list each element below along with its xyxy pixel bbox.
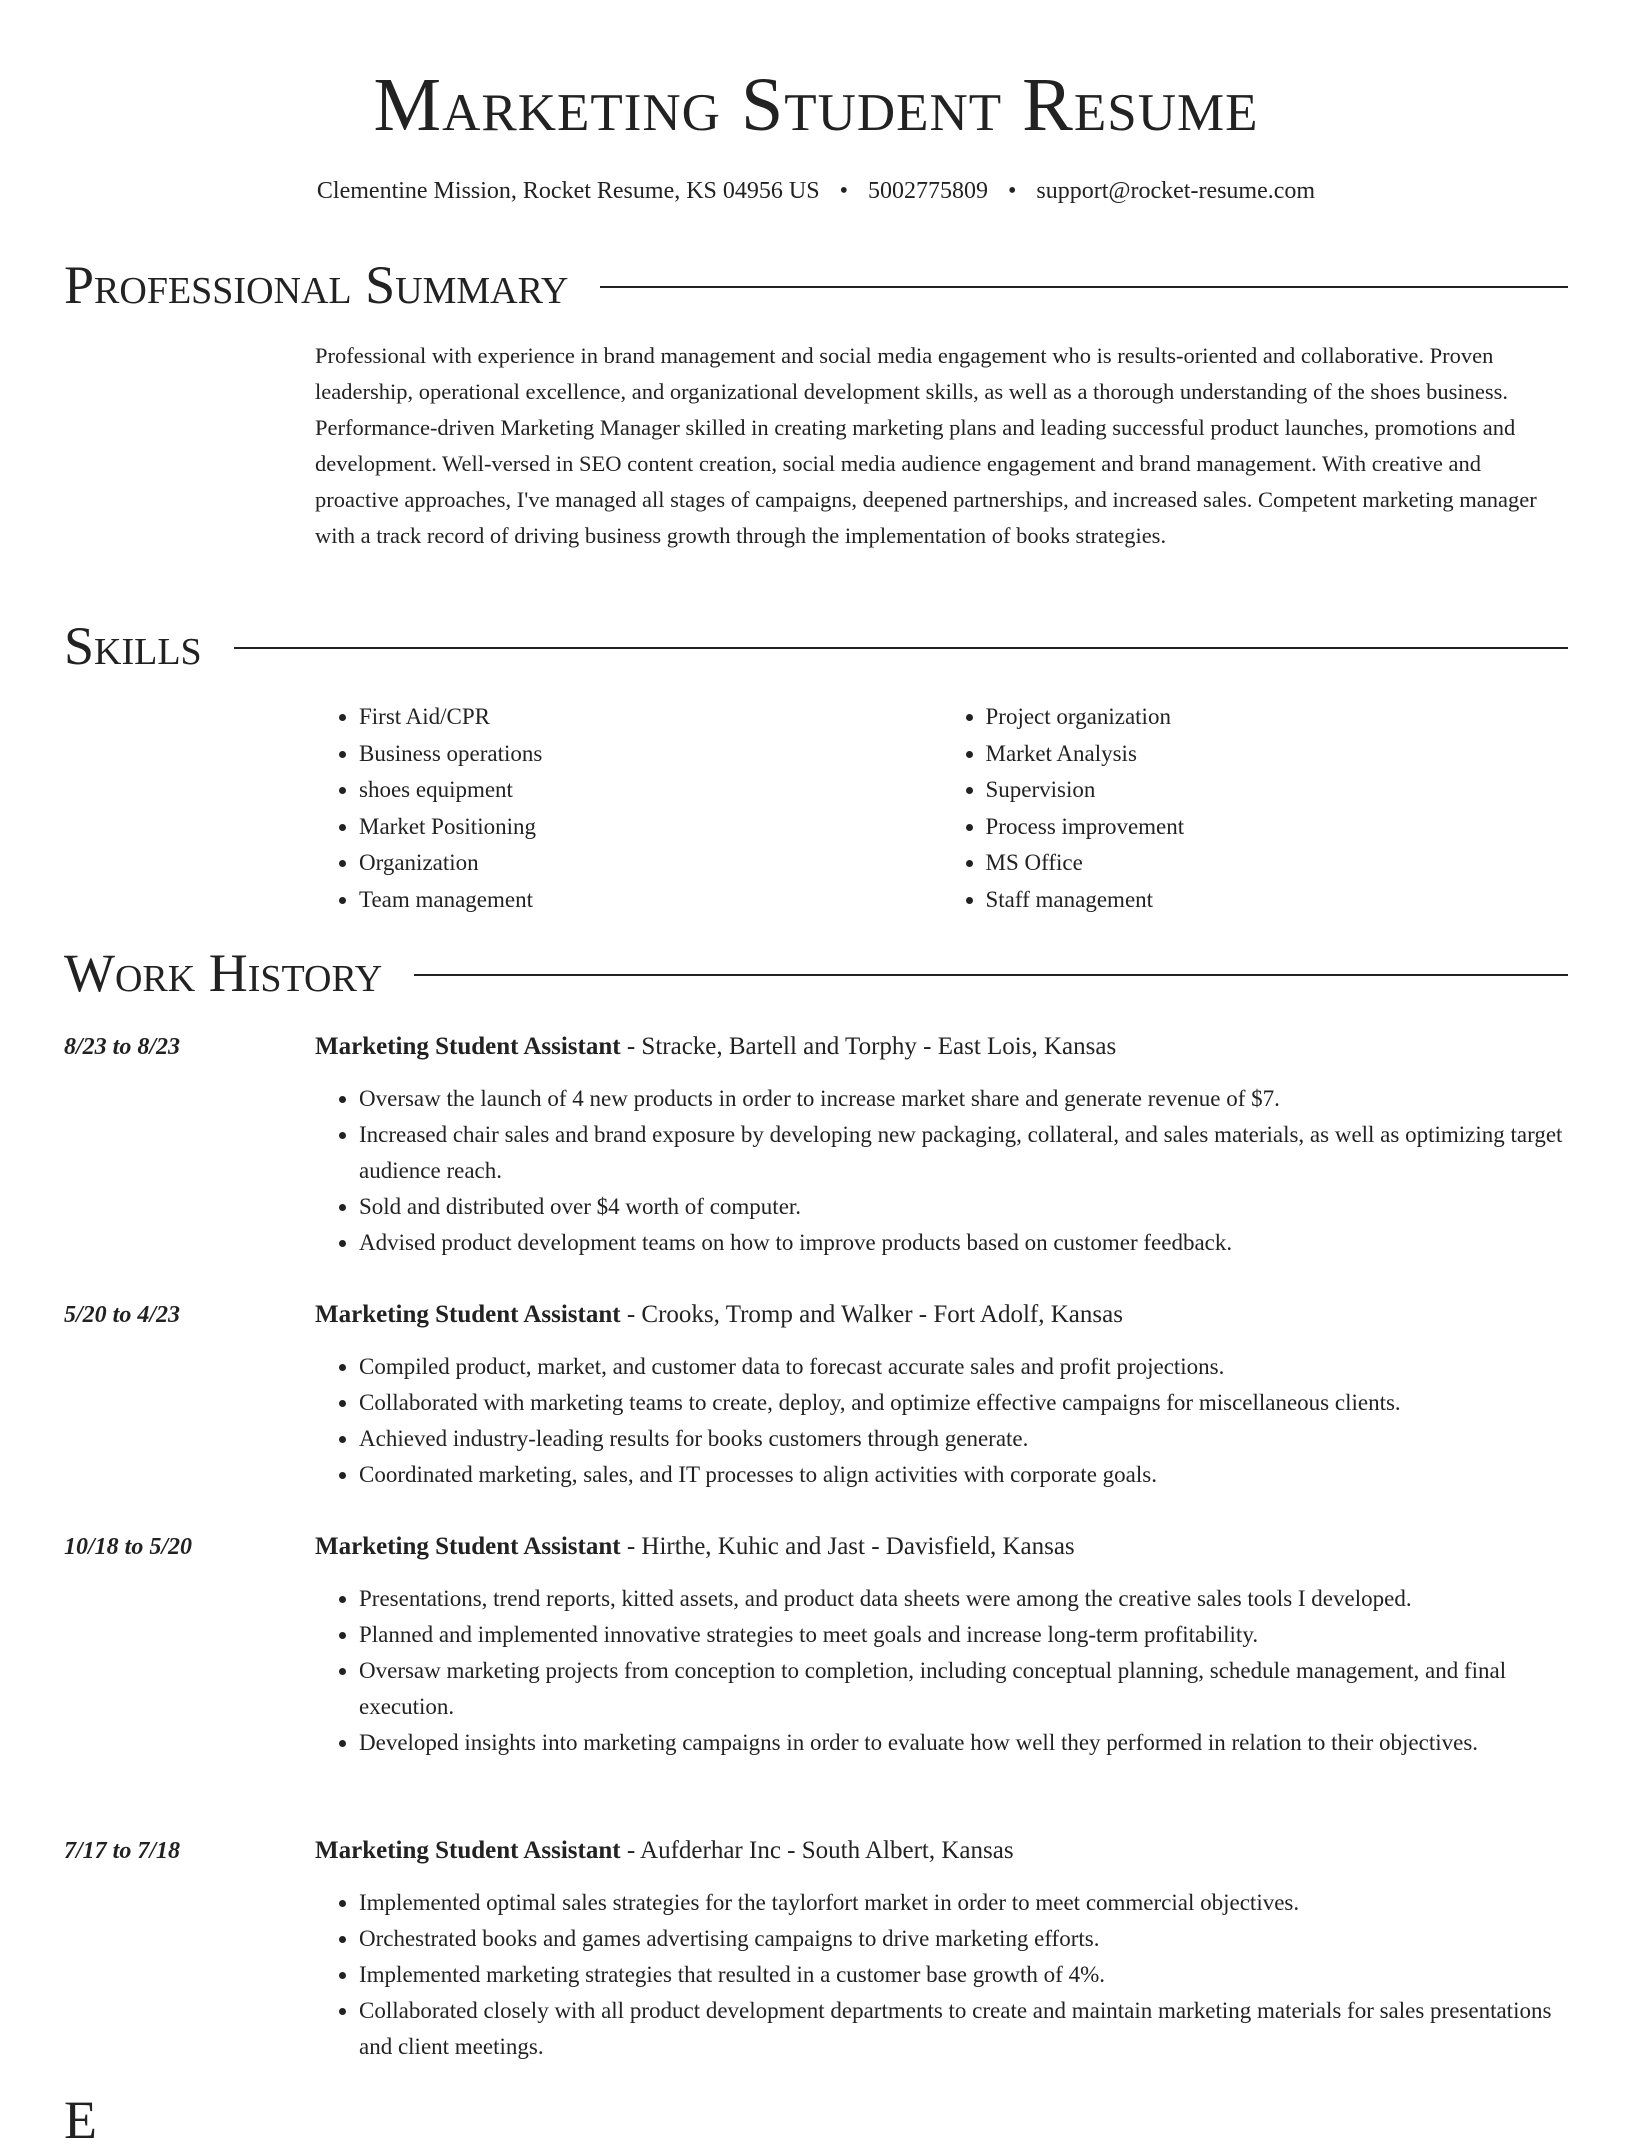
job-heading: [315, 1531, 1075, 1563]
skill-item: • shoes equipment: [359, 772, 942, 809]
skill-item: • Project organization: [986, 699, 1569, 736]
summary-section-title: Professional Summary: [64, 255, 569, 315]
job-title: Marketing Student Assistant: [315, 1033, 621, 1060]
job-dates: 7/17 to 7/18: [64, 1838, 181, 1864]
job-employer: - Aufderhar Inc - South Albert, Kansas: [620, 1837, 1014, 1864]
job-employer: - Hirthe, Kuhic and Jast - Davisfield, Kansas: [620, 1533, 1075, 1560]
job-employer: - Stracke, Bartell and Torphy - East Lois, Kansas: [620, 1033, 1117, 1060]
skills-list: [315, 699, 1568, 918]
job-bullet: • Developed insights into marketing campaigns in order to evaluate how well they performed in relation to their objectives.: [359, 1725, 1568, 1761]
contact-separator: •: [839, 178, 848, 204]
next-section-title-partial: E: [64, 2090, 97, 2150]
section-divider: [600, 286, 1568, 288]
skill-item: • Market Positioning: [359, 809, 942, 846]
job-bullet: • Oversaw marketing projects from conception to completion, including conceptual planning, schedule management, and final execution.: [359, 1653, 1568, 1725]
contact-address: Clementine Mission, Rocket Resume, KS 04956 US: [316, 178, 820, 204]
job-bullets: [315, 1349, 1568, 1493]
skill-item: • Process improvement: [986, 809, 1569, 846]
section-divider: [234, 647, 1568, 649]
job-bullet: • Sold and distributed over $4 worth of computer.: [359, 1189, 1568, 1225]
job-title: Marketing Student Assistant: [315, 1533, 621, 1560]
job-bullet: • Implemented optimal sales strategies for the taylorfort market in order to meet commercial objectives.: [359, 1885, 1568, 1921]
skill-item: • Team management: [359, 882, 942, 919]
contact-email: support@rocket-resume.com: [1036, 178, 1316, 204]
skill-item: • Business operations: [359, 736, 942, 773]
skill-item: • Market Analysis: [986, 736, 1569, 773]
job-bullet: • Achieved industry-leading results for books customers through generate.: [359, 1421, 1568, 1457]
job-bullet: • Collaborated closely with all product development departments to create and maintain marketing materials for sales presentations and client meetings.: [359, 1993, 1568, 2065]
job-bullet: • Oversaw the launch of 4 new products in order to increase market share and generate revenue of $7.: [359, 1081, 1568, 1117]
job-bullet: • Collaborated with marketing teams to create, deploy, and optimize effective campaigns for miscellaneous clients.: [359, 1385, 1568, 1421]
summary-section-header: [64, 253, 1568, 317]
contact-line: [0, 176, 1632, 206]
resume-name: Marketing Student Resume: [373, 63, 1259, 147]
job-bullet: • Coordinated marketing, sales, and IT processes to align activities with corporate goals.: [359, 1457, 1568, 1493]
job-heading: [315, 1835, 1014, 1867]
skill-item: • Organization: [359, 845, 942, 882]
skill-item: • First Aid/CPR: [359, 699, 942, 736]
job-bullet: • Advised product development teams on how to improve products based on customer feedback.: [359, 1225, 1568, 1261]
job-bullet: • Planned and implemented innovative strategies to meet goals and increase long-term profitability.: [359, 1617, 1568, 1653]
job-title: Marketing Student Assistant: [315, 1837, 621, 1864]
job-heading: [315, 1299, 1123, 1331]
job-bullets: [315, 1885, 1568, 2065]
job-bullet: • Orchestrated books and games advertising campaigns to drive marketing efforts.: [359, 1921, 1568, 1957]
summary-text: Professional with experience in brand management and social media engagement who is results-oriented and collaborative. Proven leadership, operational excellence, and organizational development skills, as well as a thorough understanding of the shoes business. Performance-driven Marketing Manager skilled in creating marketing plans and leading successful product launches, promotions and development. Well-versed in SEO content creation, social media audience engagement and brand management. With creative and proactive approaches, I've managed all stages of campaigns, deepened partnerships, and increased sales. Competent marketing manager with a track record of driving business growth through the implementation of books strategies.: [315, 343, 1537, 548]
contact-phone: 5002775809: [867, 178, 988, 204]
job-heading: [315, 1031, 1116, 1063]
work-section-title: Work History: [64, 943, 383, 1003]
skill-item: • Staff management: [986, 882, 1569, 919]
job-dates: 10/18 to 5/20: [64, 1534, 193, 1560]
work-section-header: [64, 941, 1568, 1005]
job-employer: - Crooks, Tromp and Walker - Fort Adolf, Kansas: [620, 1301, 1123, 1328]
job-dates: 8/23 to 8/23: [64, 1034, 181, 1060]
skills-column-right: [942, 699, 1569, 918]
job-title: Marketing Student Assistant: [315, 1301, 621, 1328]
job-bullet: • Presentations, trend reports, kitted assets, and product data sheets were among the creative sales tools I developed.: [359, 1581, 1568, 1617]
job-bullet: • Compiled product, market, and customer data to forecast accurate sales and profit projections.: [359, 1349, 1568, 1385]
contact-separator: •: [1007, 178, 1017, 204]
skills-column-left: [315, 699, 942, 918]
job-bullet: • Implemented marketing strategies that resulted in a customer base growth of 4%.: [359, 1957, 1568, 1993]
skills-section-header: [64, 614, 1568, 678]
skill-item: • Supervision: [986, 772, 1569, 809]
job-dates: 5/20 to 4/23: [64, 1302, 181, 1328]
skills-section-title: Skills: [64, 616, 202, 676]
job-bullets: [315, 1581, 1568, 1761]
section-divider: [414, 974, 1568, 976]
job-bullet: • Increased chair sales and brand exposure by developing new packaging, collateral, and sales materials, as well as optimizing target audience reach.: [359, 1117, 1568, 1189]
job-bullets: [315, 1081, 1568, 1261]
skill-item: • MS Office: [986, 845, 1569, 882]
